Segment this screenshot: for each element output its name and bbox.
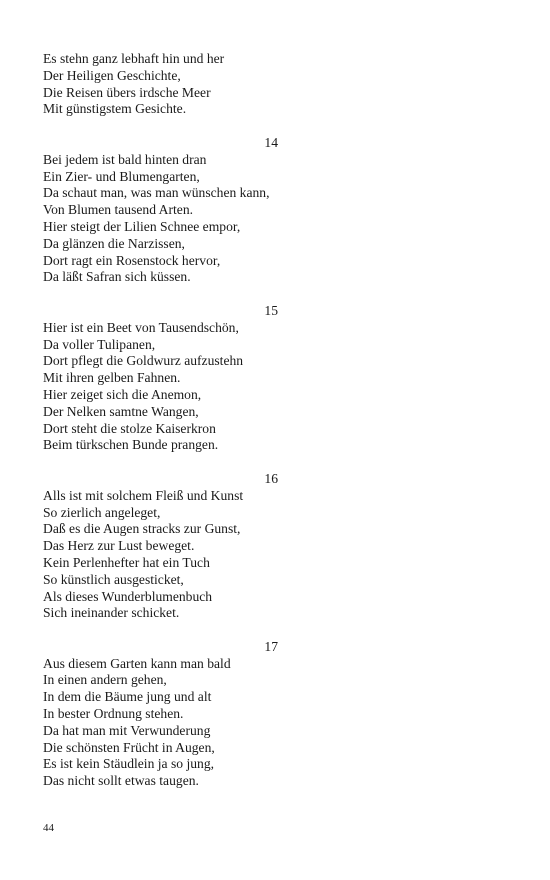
stanza-14	[43, 135, 278, 286]
poem-line: Als dieses Wunderblumenbuch	[43, 588, 213, 604]
poem-page	[43, 51, 278, 790]
page-number: 44	[43, 822, 54, 834]
poem-line: So zierlich angeleget,	[43, 504, 161, 520]
stanza-17	[43, 639, 278, 790]
poem-line: So künstlich ausgesticket,	[43, 571, 184, 587]
poem-line: Von Blumen tausend Arten.	[43, 202, 194, 218]
poem-line: Es ist kein Stäudlein ja so jung,	[43, 756, 215, 772]
poem-line: Dort pflegt die Goldwurz aufzustehn	[43, 353, 244, 369]
poem-line: Der Heiligen Geschichte,	[43, 67, 181, 83]
poem-line: In einen andern gehen,	[43, 672, 167, 688]
poem-line: Da läßt Safran sich küssen.	[43, 269, 191, 285]
poem-line: Dort steht die stolze Kaiserkron	[43, 420, 216, 436]
poem-line: Es stehn ganz lebhaft hin und her	[43, 51, 225, 66]
poem-line: In bester Ordnung stehen.	[43, 706, 184, 722]
stanza-15	[43, 303, 278, 454]
stanza-number: 17	[264, 638, 278, 654]
poem-line: Bei jedem ist bald hinten dran	[43, 151, 207, 167]
poem-line: Aus diesem Garten kann man bald	[43, 655, 231, 671]
poem-line: Hier zeiget sich die Anemon,	[43, 386, 202, 402]
poem-line: Die schönsten Frücht in Augen,	[43, 739, 215, 755]
poem-line: Da glänzen die Narzissen,	[43, 235, 185, 251]
stanza-continuation	[43, 51, 278, 118]
poem-line: Hier steigt der Lilien Schnee empor,	[43, 218, 241, 234]
poem-line: Daß es die Augen stracks zur Gunst,	[43, 521, 241, 537]
poem-line: Mit ihren gelben Fahnen.	[43, 370, 181, 386]
poem-line: Da schaut man, was man wünschen kann,	[43, 185, 270, 201]
stanza-number: 15	[264, 302, 278, 318]
stanza-number: 16	[264, 470, 278, 486]
poem-line: Das Herz zur Lust beweget.	[43, 538, 195, 554]
poem-line: Mit günstigstem Gesichte.	[43, 101, 187, 117]
poem-line: Die Reisen übers irdsche Meer	[43, 84, 211, 100]
stanza-16	[43, 471, 278, 622]
poem-line: Da voller Tulipanen,	[43, 336, 156, 352]
poem-line: Ein Zier- und Blumengarten,	[43, 168, 200, 184]
poem-line: Hier ist ein Beet von Tausendschön,	[43, 319, 239, 335]
poem-line: Dort ragt ein Rosenstock hervor,	[43, 252, 221, 268]
poem-line: Alls ist mit solchem Fleiß und Kunst	[43, 487, 244, 503]
stanza-number: 14	[264, 134, 278, 150]
poem-line: Kein Perlenhefter hat ein Tuch	[43, 554, 210, 570]
poem-line: In dem die Bäume jung und alt	[43, 689, 212, 705]
poem-line: Beim türkschen Bunde prangen.	[43, 437, 219, 453]
poem-line: Sich ineinander schicket.	[43, 605, 180, 621]
poem-line: Das nicht sollt etwas taugen.	[43, 773, 199, 789]
poem-line: Der Nelken samtne Wangen,	[43, 403, 199, 419]
poem-line: Da hat man mit Verwunderung	[43, 722, 211, 738]
